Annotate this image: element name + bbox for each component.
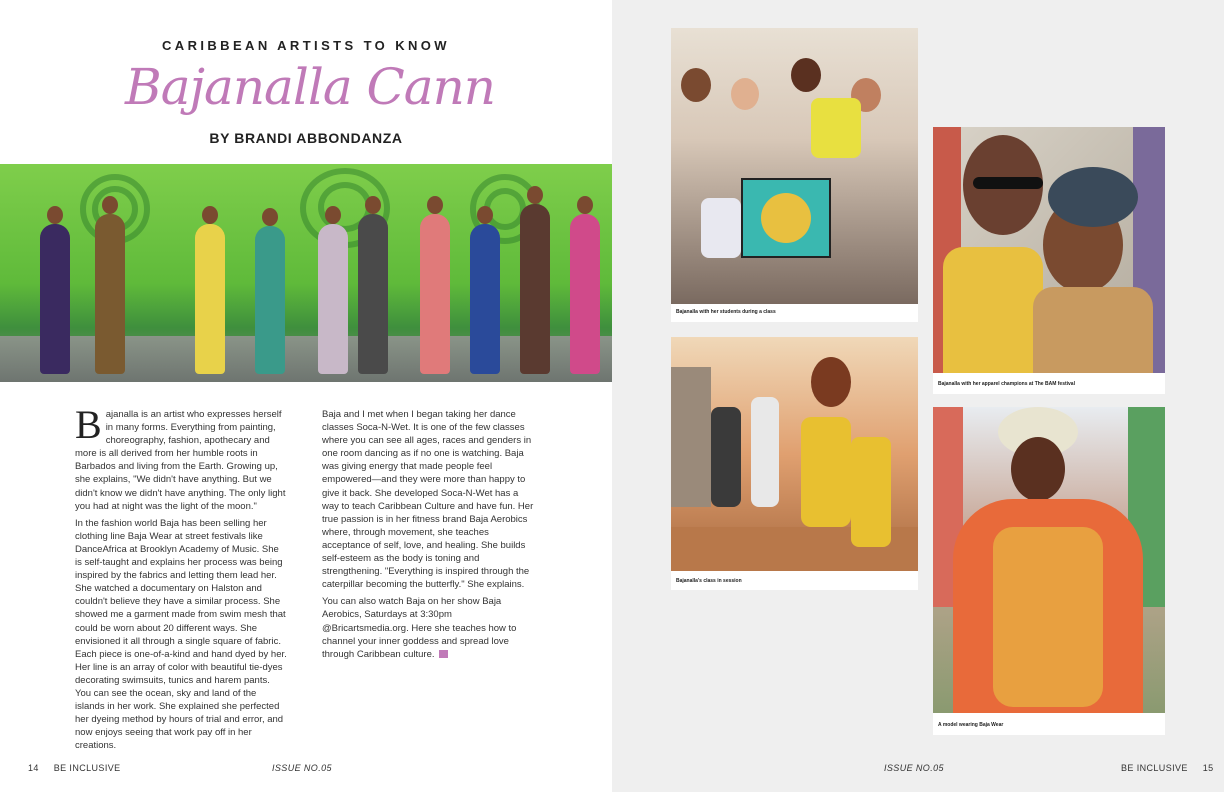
left-footer	[28, 763, 121, 773]
drop-cap: B	[75, 402, 102, 447]
model-photo	[933, 407, 1165, 713]
hero-photo	[0, 164, 612, 382]
class-photo	[671, 337, 918, 571]
article-column-1	[75, 402, 287, 756]
end-mark-icon	[439, 650, 448, 658]
photo-card-festival	[933, 127, 1165, 394]
page-number: 14	[28, 763, 39, 773]
left-issue: ISSUE NO.05	[272, 763, 332, 773]
section-name: BE INCLUSIVE	[53, 763, 121, 773]
photo-card-students	[671, 28, 918, 322]
page-number: 15	[1202, 763, 1214, 773]
photo-card-class	[671, 337, 918, 590]
photo-caption: A model wearing Baja Wear	[938, 722, 1004, 728]
photo-caption: Bajanalla with her apparel champions at The BAM festival	[938, 381, 1075, 387]
paragraph: In the fashion world Baja has been selling her clothing line Baja Wear at street festivals like DanceAfrica at Brooklyn Academy of Music. She is self-taught and explains her process was being inspired by the fabrics and letting them lead her. She watched a documentary on Halston and couldn't believe they have a similar process. She showed me a garment made from swim mesh that could be worn about 20 different ways. She envisioned it all through a single square of fabric. Each piece is one-of-a-kind and hand dyed by her. Her line is an array of color with beautiful tie-dyes decorating swimsuits, tunics and harem pants. You can see the ocean, sky and land of the islands in her work. She explained she perfected her dyeing method by hours of trial and error, and now enjoys seeing that work pay off in her creations.	[75, 517, 287, 752]
paragraph: Bajanalla is an artist who expresses herself in many forms. Everything from painting, choreography, fashion, apothecary and more is all derived from her humble roots in Barbados and living from the Earth. Growing up, she explains, "We didn't have anything. But we didn't know we didn't have anything. The only light you had at night was the light of the moon."	[75, 402, 286, 512]
paragraph: You can also watch Baja on her show Baja Aerobics, Saturdays at 3:30pm @Bricartsmedia.org. Here she teaches how to channel your inner goddess and spread love through Caribbean culture.	[322, 596, 517, 660]
photo-card-model	[933, 407, 1165, 735]
section-kicker: CARIBBEAN ARTISTS TO KNOW	[162, 38, 450, 53]
article-headline: Bajanalla Cann	[124, 58, 496, 116]
festival-photo	[933, 127, 1165, 373]
right-issue: ISSUE NO.05	[884, 763, 944, 773]
section-name: BE INCLUSIVE	[1121, 763, 1188, 773]
photo-caption: Bajanalla's class in session	[676, 578, 742, 584]
paragraph: Baja and I met when I began taking her dance classes Soca-N-Wet. It is one of the few classes where you can see all ages, races and genders in one room dancing as if no one is watching. Baja was giving energy that made people feel empowered—and they were more than happy to give it back. She developed Soca-N-Wet has a way to teach Caribbean Culture and have fun. Her true passion is in her fitness brand Baja Aerobics where, through movement, she teaches acceptance of self, love, and healing. She builds self-esteem as the body is toning and strengthening. "Everything is inspired through the caterpillar becoming the butterfly." She explains.	[322, 409, 534, 591]
right-footer	[1121, 763, 1214, 773]
photo-caption: Bajanalla with her students during a class	[676, 309, 776, 315]
students-photo	[671, 28, 918, 304]
right-page	[612, 0, 1224, 792]
byline: BY BRANDI ABBONDANZA	[209, 130, 403, 146]
article-column-2	[322, 408, 534, 665]
